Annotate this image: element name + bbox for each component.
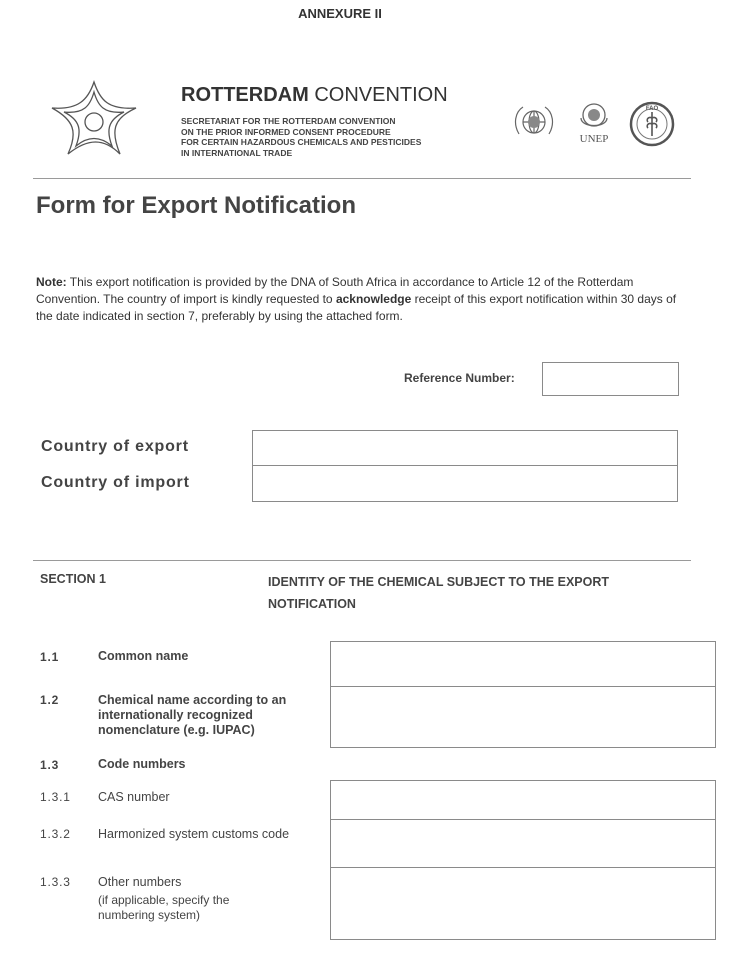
fao-emblem-icon bbox=[628, 100, 676, 148]
reference-number-field[interactable] bbox=[542, 362, 679, 396]
cas-number-field[interactable] bbox=[330, 780, 716, 820]
country-import-label: Country of import bbox=[41, 474, 190, 491]
code-numbers-label: Code numbers bbox=[98, 757, 186, 771]
section-1-title: IDENTITY OF THE CHEMICAL SUBJECT TO THE EXPORT NOTIFICATION bbox=[268, 575, 610, 611]
form-title: Form for Export Notification bbox=[36, 192, 356, 219]
item-number: 1.3.2 bbox=[40, 827, 71, 841]
section-divider bbox=[33, 560, 691, 561]
cas-number-label: CAS number bbox=[98, 790, 170, 804]
other-numbers-field[interactable] bbox=[330, 867, 716, 940]
secretariat-line: SECRETARIAT FOR THE ROTTERDAM CONVENTION bbox=[181, 116, 396, 126]
hs-code-label: Harmonized system customs code bbox=[98, 827, 290, 841]
convention-title bbox=[181, 84, 448, 107]
section-1-label: SECTION 1 bbox=[40, 572, 106, 586]
header-divider bbox=[33, 178, 691, 179]
rotterdam-star-logo-icon bbox=[48, 78, 140, 158]
secretariat-line: IN INTERNATIONAL TRADE bbox=[181, 147, 293, 158]
note-text-2: receipt of this export notification within 30 days of the date indicated in section 7, preferably by using the attached form. bbox=[36, 292, 677, 323]
convention-title-rest: CONVENTION bbox=[308, 84, 448, 106]
note-text-bold: acknowledge bbox=[335, 292, 412, 306]
reference-number-label: Reference Number: bbox=[404, 371, 515, 385]
un-emblem-icon bbox=[511, 104, 557, 142]
item-number: 1.1 bbox=[40, 650, 60, 664]
item-number: 1.3.3 bbox=[40, 875, 71, 889]
country-export-field[interactable] bbox=[252, 430, 678, 466]
fao-label: FAO bbox=[645, 106, 659, 112]
unep-label: UNEP bbox=[579, 133, 609, 145]
note-text-1: This export notification is provided by the DNA of South Africa in accordance to Article 12 of the Rotterdam Convention. The country of import is kindly requested to bbox=[36, 275, 634, 306]
item-number: 1.3 bbox=[40, 758, 60, 772]
country-export-label: Country of export bbox=[41, 438, 189, 455]
chemical-name-field[interactable] bbox=[330, 686, 716, 748]
convention-title-bold: ROTTERDAM bbox=[181, 84, 309, 106]
unep-emblem-icon bbox=[572, 100, 616, 146]
note-paragraph bbox=[36, 274, 686, 325]
item-number: 1.3.1 bbox=[40, 790, 71, 804]
country-import-field[interactable] bbox=[252, 465, 678, 502]
hs-code-field[interactable] bbox=[330, 819, 716, 868]
other-numbers-title: Other numbers bbox=[98, 875, 182, 889]
secretariat-line: FOR CERTAIN HAZARDOUS CHEMICALS AND PESTICIDES bbox=[181, 137, 422, 147]
chemical-name-label: Chemical name according to an internationally recognized nomenclature (e.g. IUPAC) bbox=[98, 693, 287, 737]
other-numbers-label bbox=[98, 875, 318, 923]
secretariat-line: ON THE PRIOR INFORMED CONSENT PROCEDURE bbox=[181, 126, 391, 137]
other-numbers-sublabel: (if applicable, specify the numbering system) bbox=[98, 893, 230, 922]
item-number: 1.2 bbox=[40, 693, 60, 707]
common-name-field[interactable] bbox=[330, 641, 716, 687]
secretariat-text bbox=[181, 116, 421, 158]
common-name-label: Common name bbox=[98, 649, 189, 663]
annexure-heading: ANNEXURE II bbox=[298, 6, 382, 21]
note-label: Note: bbox=[36, 275, 67, 289]
